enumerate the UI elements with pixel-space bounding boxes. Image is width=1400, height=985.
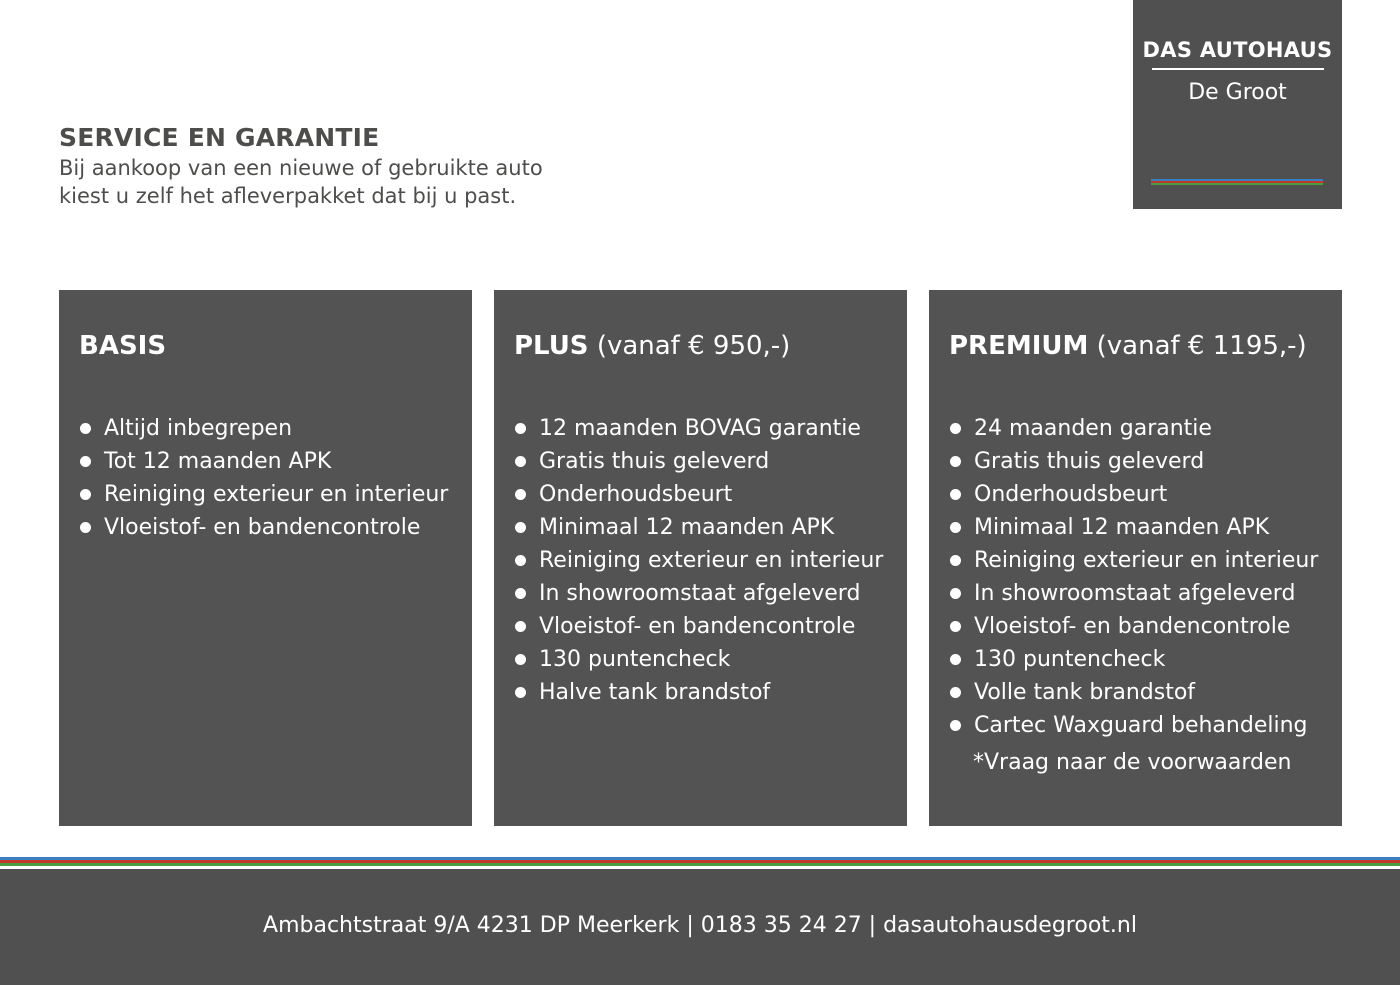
list-item: [949, 445, 1318, 478]
list-item-label: Volle tank brandstof: [974, 680, 1196, 705]
logo-stripes: [1151, 179, 1323, 185]
bullet-icon: [515, 522, 526, 533]
bullet-icon: [950, 423, 961, 434]
footer-stripes: [0, 857, 1400, 866]
list-item-label: Onderhoudsbeurt: [974, 482, 1168, 507]
package-card-basis: [59, 290, 472, 826]
package-name: PREMIUM: [949, 331, 1089, 361]
bullet-icon: [515, 687, 526, 698]
list-item-label: 130 puntencheck: [539, 647, 731, 672]
list-item: [514, 544, 883, 577]
list-item: [949, 610, 1318, 643]
bullet-icon: [950, 489, 961, 500]
package-card-premium: [929, 290, 1342, 826]
list-item-label: Altijd inbegrepen: [104, 416, 293, 441]
list-item: [79, 478, 448, 511]
package-card-plus: [494, 290, 907, 826]
list-item: [514, 643, 883, 676]
logo-divider: [1152, 68, 1324, 70]
bullet-icon: [950, 555, 961, 566]
list-item: [949, 544, 1318, 577]
list-item: [514, 478, 883, 511]
list-item-label: Reiniging exterieur en interieur: [974, 548, 1319, 573]
list-item: [514, 511, 883, 544]
page-title: SERVICE EN GARANTIE: [59, 123, 380, 152]
logo-brand: DAS AUTOHAUS: [1142, 38, 1333, 62]
package-price: (vanaf € 1195,-): [1096, 331, 1307, 361]
list-item-label: 24 maanden garantie: [974, 416, 1212, 441]
conditions-note: *Vraag naar de voorwaarden: [973, 750, 1292, 775]
package-title: [514, 330, 790, 362]
list-item-label: In showroomstaat afgeleverd: [974, 581, 1296, 606]
bullet-icon: [80, 522, 91, 533]
package-name: PLUS: [514, 331, 589, 361]
list-item-label: 12 maanden BOVAG garantie: [539, 416, 861, 441]
bullet-icon: [950, 720, 961, 731]
list-item-label: In showroomstaat afgeleverd: [539, 581, 861, 606]
list-item: [514, 445, 883, 478]
package-title: [949, 330, 1307, 362]
bullet-icon: [515, 621, 526, 632]
bullet-icon: [950, 588, 961, 599]
footer-contact: Ambachtstraat 9/A 4231 DP Meerkerk | 0183 35 24 27 | dasautohausdegroot.nl: [263, 913, 1137, 938]
intro: [59, 122, 659, 210]
list-item-label: Minimaal 12 maanden APK: [974, 515, 1270, 540]
list-item: [949, 577, 1318, 610]
intro-line-2: kiest u zelf het afleverpakket dat bij u past.: [59, 184, 517, 208]
footer: [0, 869, 1400, 985]
package-list: [79, 412, 448, 544]
list-item: [949, 709, 1318, 742]
list-item: [79, 445, 448, 478]
list-item-label: Onderhoudsbeurt: [539, 482, 733, 507]
bullet-icon: [515, 555, 526, 566]
bullet-icon: [950, 522, 961, 533]
package-title: [79, 330, 166, 362]
list-item-label: Reiniging exterieur en interieur: [104, 482, 449, 507]
logo-stripe-green: [1151, 183, 1323, 185]
list-item-label: Gratis thuis geleverd: [539, 449, 770, 474]
list-item-label: Vloeistof- en bandencontrole: [539, 614, 856, 639]
bullet-icon: [950, 621, 961, 632]
bullet-icon: [950, 654, 961, 665]
list-item: [949, 676, 1318, 709]
list-item: [514, 577, 883, 610]
bullet-icon: [515, 654, 526, 665]
list-item: [949, 511, 1318, 544]
package-list: [514, 412, 883, 709]
bullet-icon: [950, 687, 961, 698]
list-item: [514, 676, 883, 709]
package-price: (vanaf € 950,-): [596, 331, 791, 361]
logo-subtitle: De Groot: [1188, 80, 1287, 105]
bullet-icon: [80, 456, 91, 467]
package-name: BASIS: [79, 331, 167, 361]
list-item-label: Gratis thuis geleverd: [974, 449, 1205, 474]
bullet-icon: [80, 423, 91, 434]
logo: [1133, 0, 1342, 209]
package-list: [949, 412, 1318, 742]
list-item-label: Cartec Waxguard behandeling: [974, 713, 1308, 738]
list-item-label: Reiniging exterieur en interieur: [539, 548, 884, 573]
intro-line-1: Bij aankoop van een nieuwe of gebruikte auto: [59, 156, 543, 180]
list-item-label: Vloeistof- en bandencontrole: [104, 515, 421, 540]
footer-stripe-green: [0, 863, 1400, 866]
list-item-label: 130 puntencheck: [974, 647, 1166, 672]
list-item: [79, 412, 448, 445]
list-item-label: Minimaal 12 maanden APK: [539, 515, 835, 540]
list-item: [514, 610, 883, 643]
list-item: [514, 412, 883, 445]
list-item: [949, 643, 1318, 676]
list-item: [949, 478, 1318, 511]
list-item: [79, 511, 448, 544]
list-item-label: Vloeistof- en bandencontrole: [974, 614, 1291, 639]
bullet-icon: [515, 423, 526, 434]
list-item-label: Tot 12 maanden APK: [104, 449, 332, 474]
bullet-icon: [515, 588, 526, 599]
bullet-icon: [950, 456, 961, 467]
list-item-label: Halve tank brandstof: [539, 680, 771, 705]
bullet-icon: [80, 489, 91, 500]
bullet-icon: [515, 456, 526, 467]
list-item: [949, 412, 1318, 445]
bullet-icon: [515, 489, 526, 500]
